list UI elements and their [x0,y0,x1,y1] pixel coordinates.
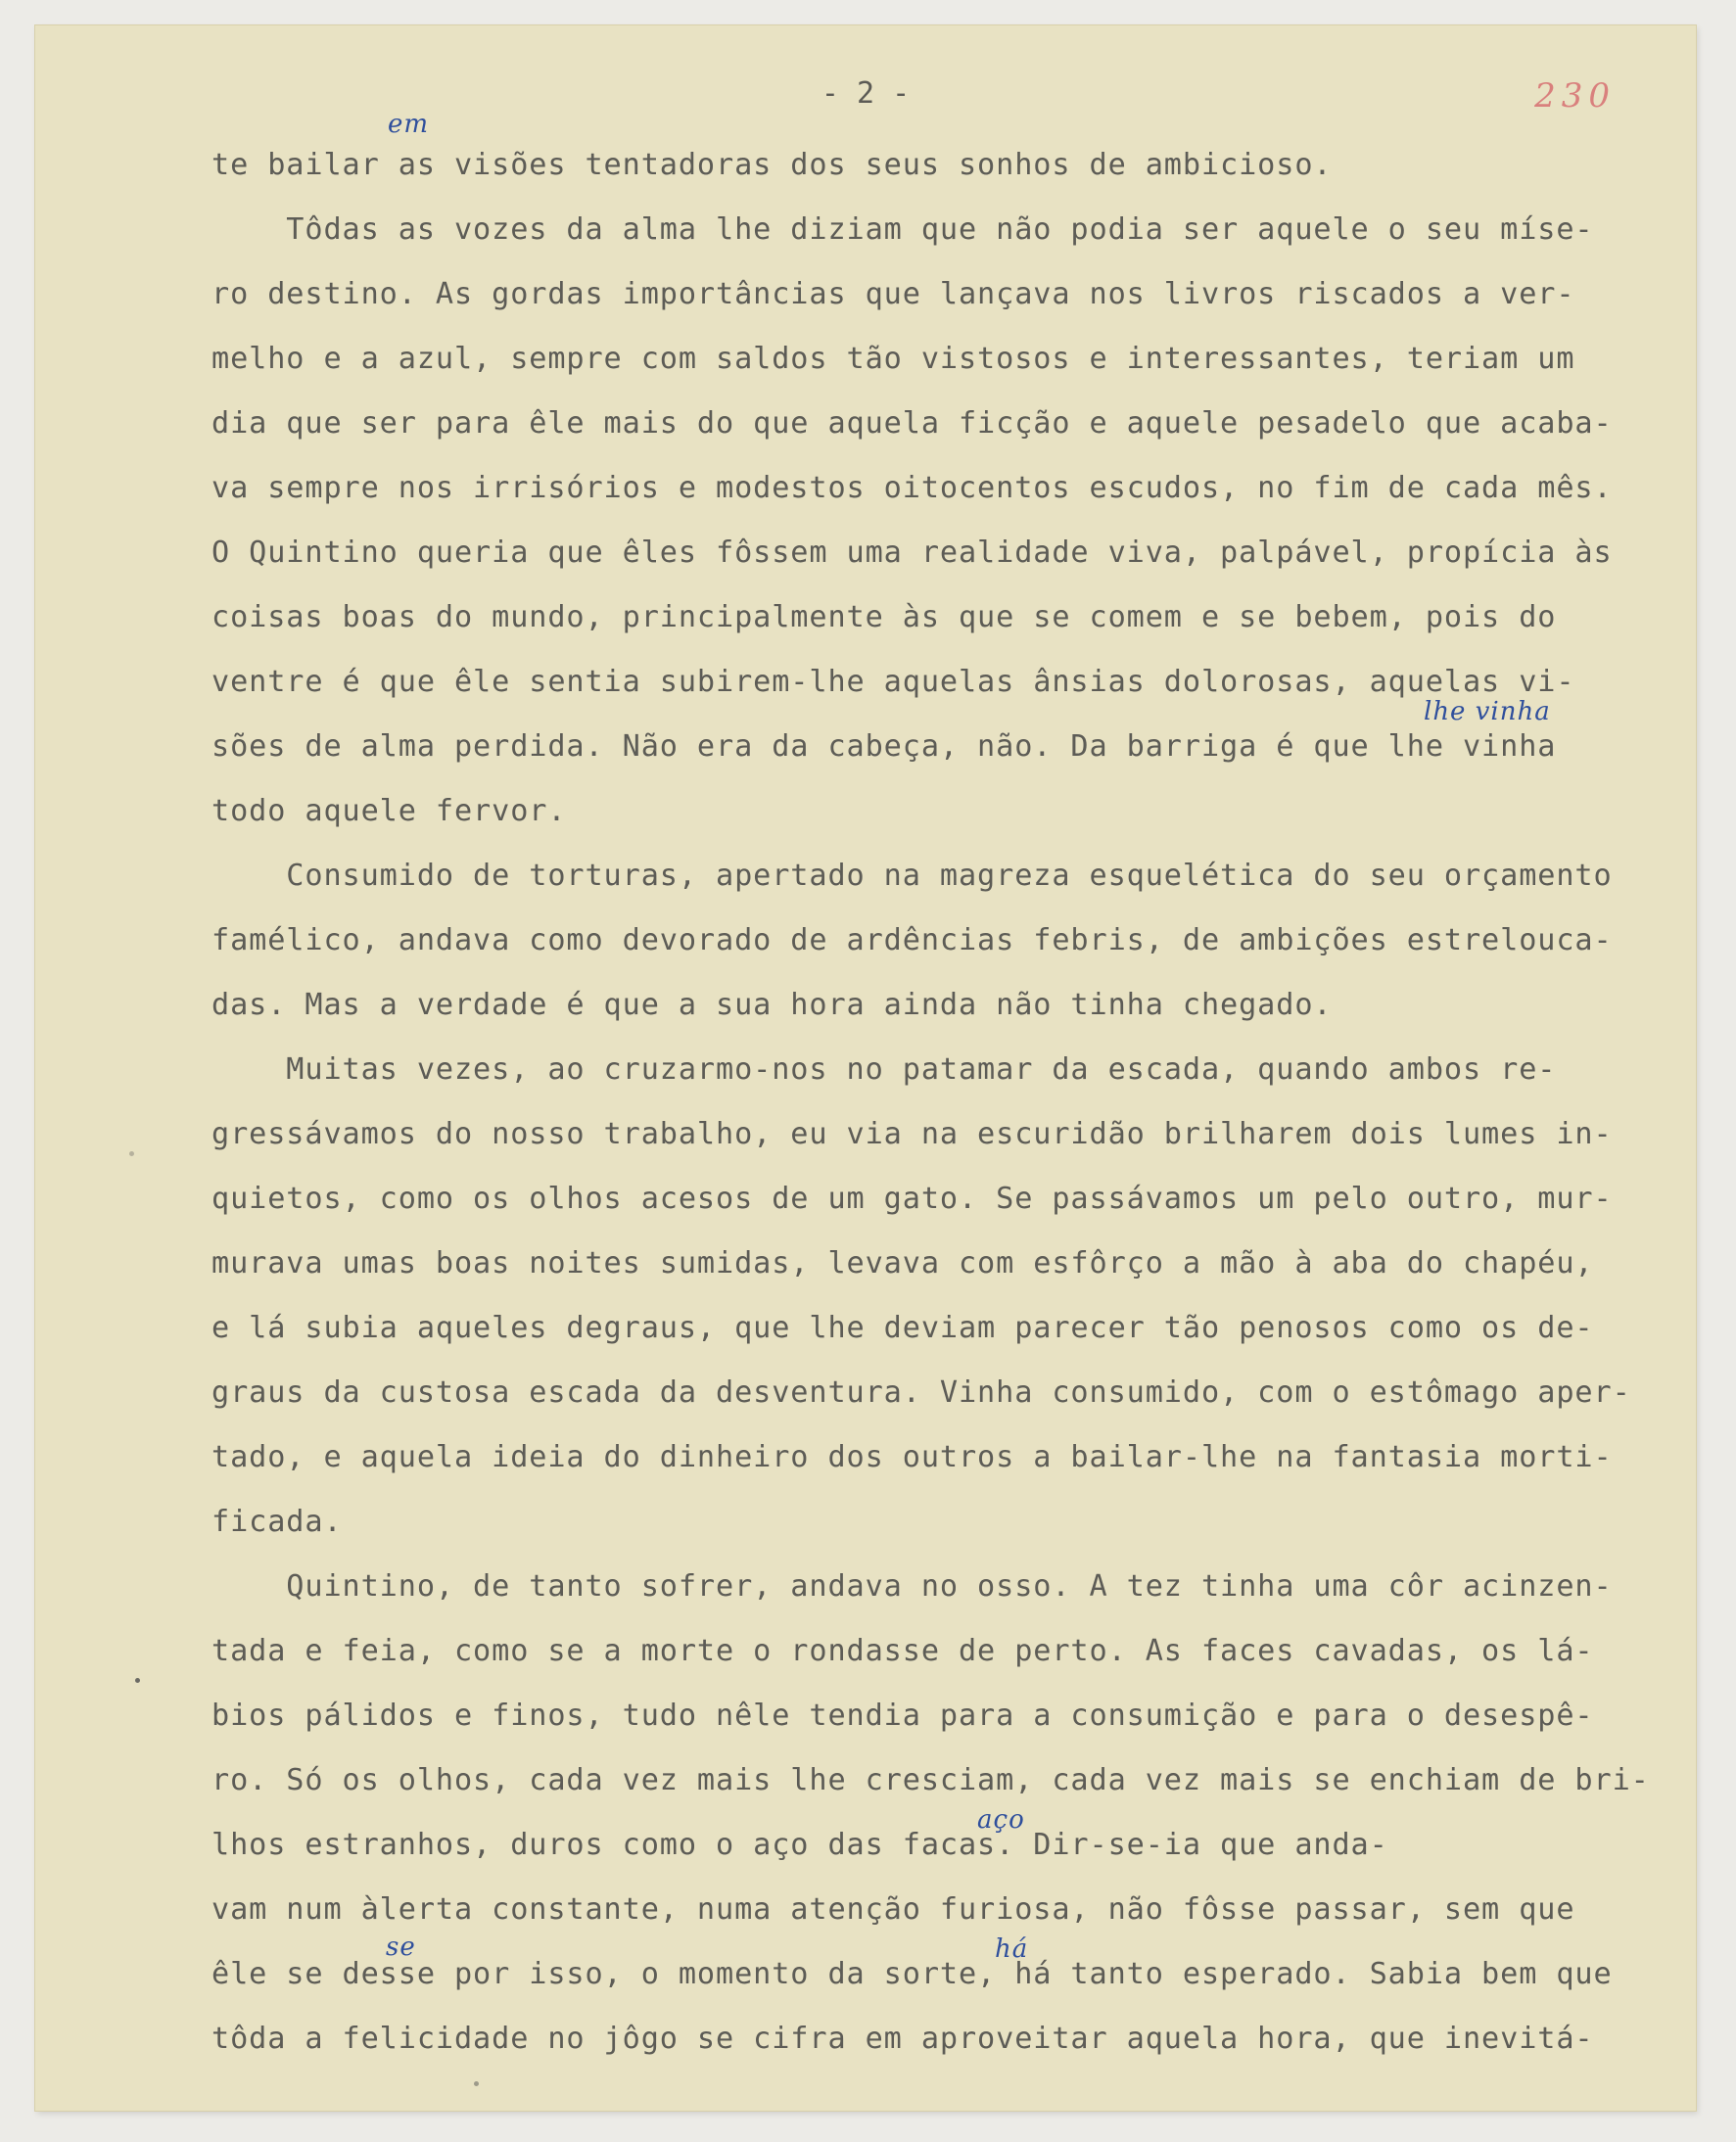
line-0-text: te bailar as visões tentadoras dos seus sonhos de ambicioso. [211,148,1333,182]
text-line: das. Mas a verdade é que a sua hora ainda não tinha chegado. [211,988,1333,1022]
text-line: lhos estranhos, duros como o aço das facas. Dir-se-ia que anda- [211,1828,1388,1862]
text-line [211,133,1670,198]
text-line: tada e feia, como se a morte o rondasse de perto. As faces cavadas, os lá- [211,1634,1594,1668]
handwritten-insert-se: se [386,1932,416,1962]
text-line: vam num àlerta constante, numa atenção furiosa, não fôsse passar, sem que [211,1892,1575,1927]
text-line: êle se desse por isso, o momento da sorte, há tanto esperado. Sabia bem que [211,1957,1613,1991]
typewritten-page [35,25,1696,2111]
text-line: tado, e aquela ideia do dinheiro dos outros a bailar-lhe na fantasia morti- [211,1440,1613,1474]
paper-speck [129,1151,134,1156]
text-line: sões de alma perdida. Não era da cabeça, não. Da barriga é que lhe vinha [211,729,1557,764]
text-line: ro. Só os olhos, cada vez mais lhe cresciam, cada vez mais se enchiam de bri- [211,1763,1650,1797]
archive-number: 230 [1534,76,1616,116]
text-line: famélico, andava como devorado de ardências febris, de ambições estrelouca- [211,923,1613,957]
text-line: ficada. [211,1505,343,1539]
handwritten-insert-lhe-vinha: lhe vinha [1424,697,1551,726]
paper-speck [474,2081,479,2086]
handwritten-insert-em: em [388,110,430,139]
text-line: Quintino, de tanto sofrer, andava no osso. A tez tinha uma côr acinzen- [211,1569,1613,1604]
text-line: dia que ser para êle mais do que aquela ficção e aquele pesadelo que acaba- [211,406,1613,441]
text-line: Consumido de torturas, apertado na magreza esquelética do seu orçamento [211,859,1613,893]
text-line: va sempre nos irrisórios e modestos oitocentos escudos, no fim de cada mês. [211,471,1613,505]
text-line: ventre é que êle sentia subirem-lhe aquelas ânsias dolorosas, aquelas vi- [211,665,1575,699]
text-line: graus da custosa escada da desventura. Vinha consumido, com o estômago aper- [211,1375,1631,1410]
paper-speck [135,1678,140,1683]
text-line: tôda a felicidade no jôgo se cifra em aproveitar aquela hora, que inevitá- [211,2022,1594,2056]
text-line: gressávamos do nosso trabalho, eu via na escuridão brilharem dois lumes in- [211,1117,1613,1151]
text-line: bios pálidos e finos, tudo nêle tendia para a consumição e para o desespê- [211,1699,1594,1733]
text-line: e lá subia aqueles degraus, que lhe deviam parecer tão penosos como os de- [211,1311,1594,1345]
text-line: coisas boas do mundo, principalmente às que se comem e se bebem, pois do [211,600,1557,634]
text-line: Muitas vezes, ao cruzarmo-nos no patamar da escada, quando ambos re- [211,1052,1557,1087]
text-line: O Quintino queria que êles fôssem uma realidade viva, palpável, propícia às [211,536,1613,570]
text-line: murava umas boas noites sumidas, levava com esfôrço a mão à aba do chapéu, [211,1246,1594,1281]
body-text [211,133,1670,2072]
text-line: Tôdas as vozes da alma lhe diziam que não podia ser aquele o seu míse- [211,212,1594,247]
text-line: todo aquele fervor. [211,794,567,828]
handwritten-insert-aco: aço [977,1805,1025,1835]
text-line: ro destino. As gordas importâncias que lançava nos livros riscados a ver- [211,277,1575,311]
text-line: melho e a azul, sempre com saldos tão vistosos e interessantes, teriam um [211,342,1575,376]
page-number: - 2 - [821,76,911,111]
handwritten-insert-ha: há [995,1934,1029,1964]
text-line: quietos, como os olhos acesos de um gato. Se passávamos um pelo outro, mur- [211,1182,1613,1216]
